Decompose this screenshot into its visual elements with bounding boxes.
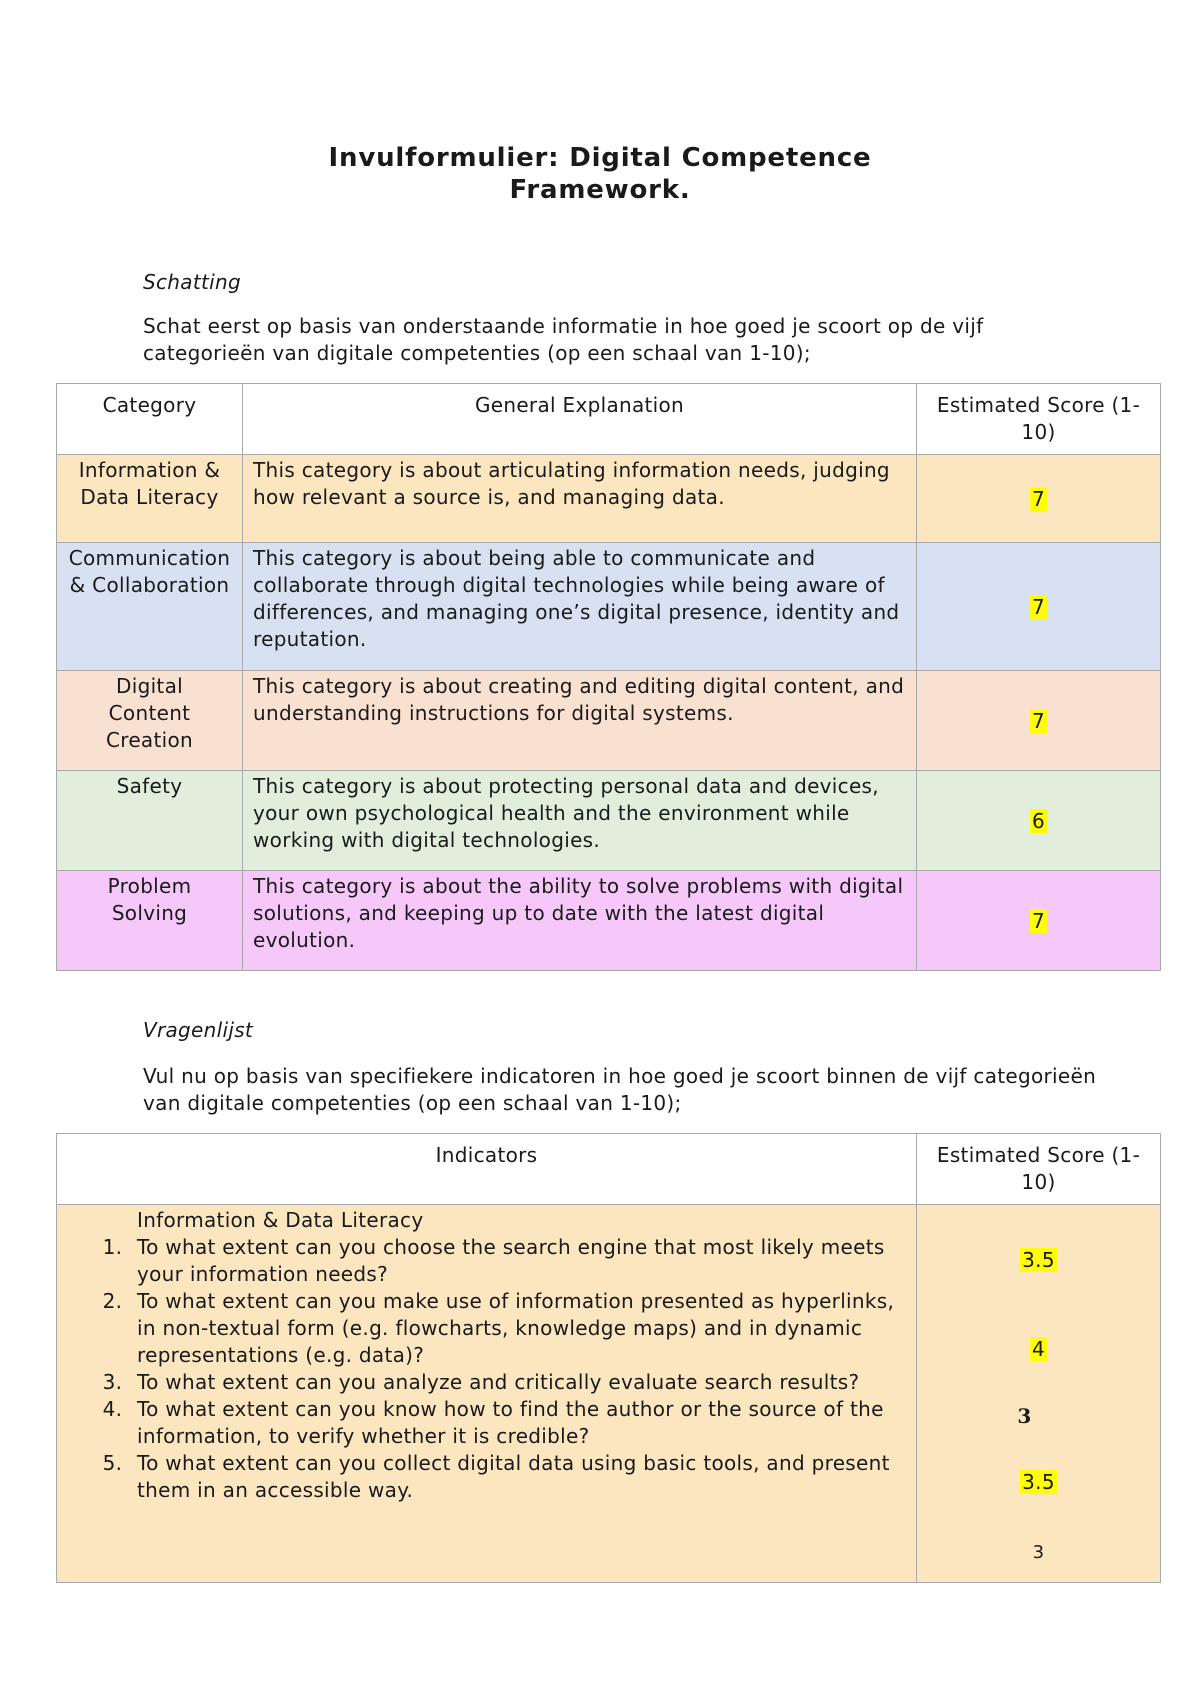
header-general-explanation: General Explanation — [243, 384, 917, 455]
table-header-row — [57, 1134, 1161, 1205]
score-value: 3.5 — [1022, 1248, 1055, 1272]
score-cell[interactable] — [917, 1539, 1160, 1566]
header-category: Category — [57, 384, 243, 455]
category-explanation: This category is about creating and editing digital content, and understanding instructions for digital systems. — [243, 671, 917, 771]
category-score-table — [56, 383, 1161, 971]
section-heading-vragenlijst: Vragenlijst — [143, 1018, 254, 1042]
header-estimated-score: Estimated Score (1-10) — [917, 1134, 1161, 1205]
header-estimated-score: Estimated Score (1-10) — [917, 384, 1161, 455]
indicator-scores — [917, 1205, 1161, 1583]
score-cell[interactable] — [917, 1247, 1160, 1274]
category-explanation: This category is about articulating information needs, judging how relevant a source is, and managing data. — [243, 455, 917, 543]
score-cell[interactable] — [917, 671, 1161, 771]
score-cell[interactable] — [917, 455, 1161, 543]
indicator-score-table — [56, 1133, 1161, 1583]
score-value: 7 — [1031, 709, 1046, 733]
list-item: 5. To what extent can you collect digital data using basic tools, and present them in an accessible way. — [129, 1450, 906, 1504]
score-cell[interactable] — [917, 1469, 1160, 1496]
score-cell[interactable] — [917, 1336, 1160, 1363]
table-row — [57, 1205, 1161, 1583]
document-title — [0, 142, 1200, 206]
question-list — [57, 1234, 906, 1504]
section-intro-vragenlijst: Vul nu op basis van specifiekere indicatoren in hoe goed je scoort binnen de vijf categorieën van digitale competenties (op een schaal van 1-10); — [143, 1064, 1097, 1115]
category-name: Communication & Collaboration — [57, 543, 243, 671]
category-name: Problem Solving — [57, 871, 243, 971]
score-cell[interactable] — [917, 543, 1161, 671]
list-item: 3. To what extent can you analyze and critically evaluate search results? — [129, 1369, 906, 1396]
category-explanation: This category is about being able to communicate and collaborate through digital technologies while being aware of differences, and managing one’s digital presence, identity and reputation. — [243, 543, 917, 671]
table-header-row — [57, 384, 1161, 455]
indicator-group-title: Information & Data Literacy — [137, 1208, 424, 1232]
section-heading-schatting: Schatting — [143, 270, 241, 294]
score-cell[interactable] — [917, 871, 1161, 971]
list-item: 2. To what extent can you make use of information presented as hyperlinks, in non-textual form (e.g. flowcharts, knowledge maps) and in dynamic representations (e.g. data)? — [129, 1288, 906, 1369]
table-row — [57, 543, 1161, 671]
category-name: Digital Content Creation — [57, 671, 243, 771]
score-value: 7 — [1031, 909, 1046, 933]
list-item: 1. To what extent can you choose the search engine that most likely meets your information needs? — [129, 1234, 906, 1288]
score-value: 3 — [1032, 1542, 1045, 1563]
table-row — [57, 455, 1161, 543]
score-value: 6 — [1031, 809, 1046, 833]
category-name: Safety — [57, 771, 243, 871]
score-value: 4 — [1031, 1337, 1046, 1361]
category-explanation: This category is about the ability to solve problems with digital solutions, and keeping up to date with the latest digital evolution. — [243, 871, 917, 971]
section-intro-schatting: Schat eerst op basis van onderstaande informatie in hoe goed je scoort op de vijf categorieën van digitale competenties (op een schaal van 1-10); — [143, 314, 984, 365]
score-cell[interactable] — [917, 771, 1161, 871]
score-cell[interactable] — [903, 1403, 1146, 1430]
score-value: 7 — [1031, 595, 1046, 619]
title-line-2: Framework. — [509, 175, 691, 205]
category-explanation: This category is about protecting personal data and devices, your own psychological health and the environment while working with digital technologies. — [243, 771, 917, 871]
indicator-questions — [57, 1205, 917, 1583]
title-line-1: Invulformulier: Digital Competence — [328, 143, 872, 173]
header-indicators: Indicators — [57, 1134, 917, 1205]
table-row — [57, 671, 1161, 771]
table-row — [57, 771, 1161, 871]
list-item: 4. To what extent can you know how to find the author or the source of the information, to verify whether it is credible? — [129, 1396, 906, 1450]
category-name: Information & Data Literacy — [57, 455, 243, 543]
score-value: 3 — [1017, 1404, 1032, 1428]
score-value: 7 — [1031, 487, 1046, 511]
table-row — [57, 871, 1161, 971]
score-value: 3.5 — [1022, 1470, 1055, 1494]
